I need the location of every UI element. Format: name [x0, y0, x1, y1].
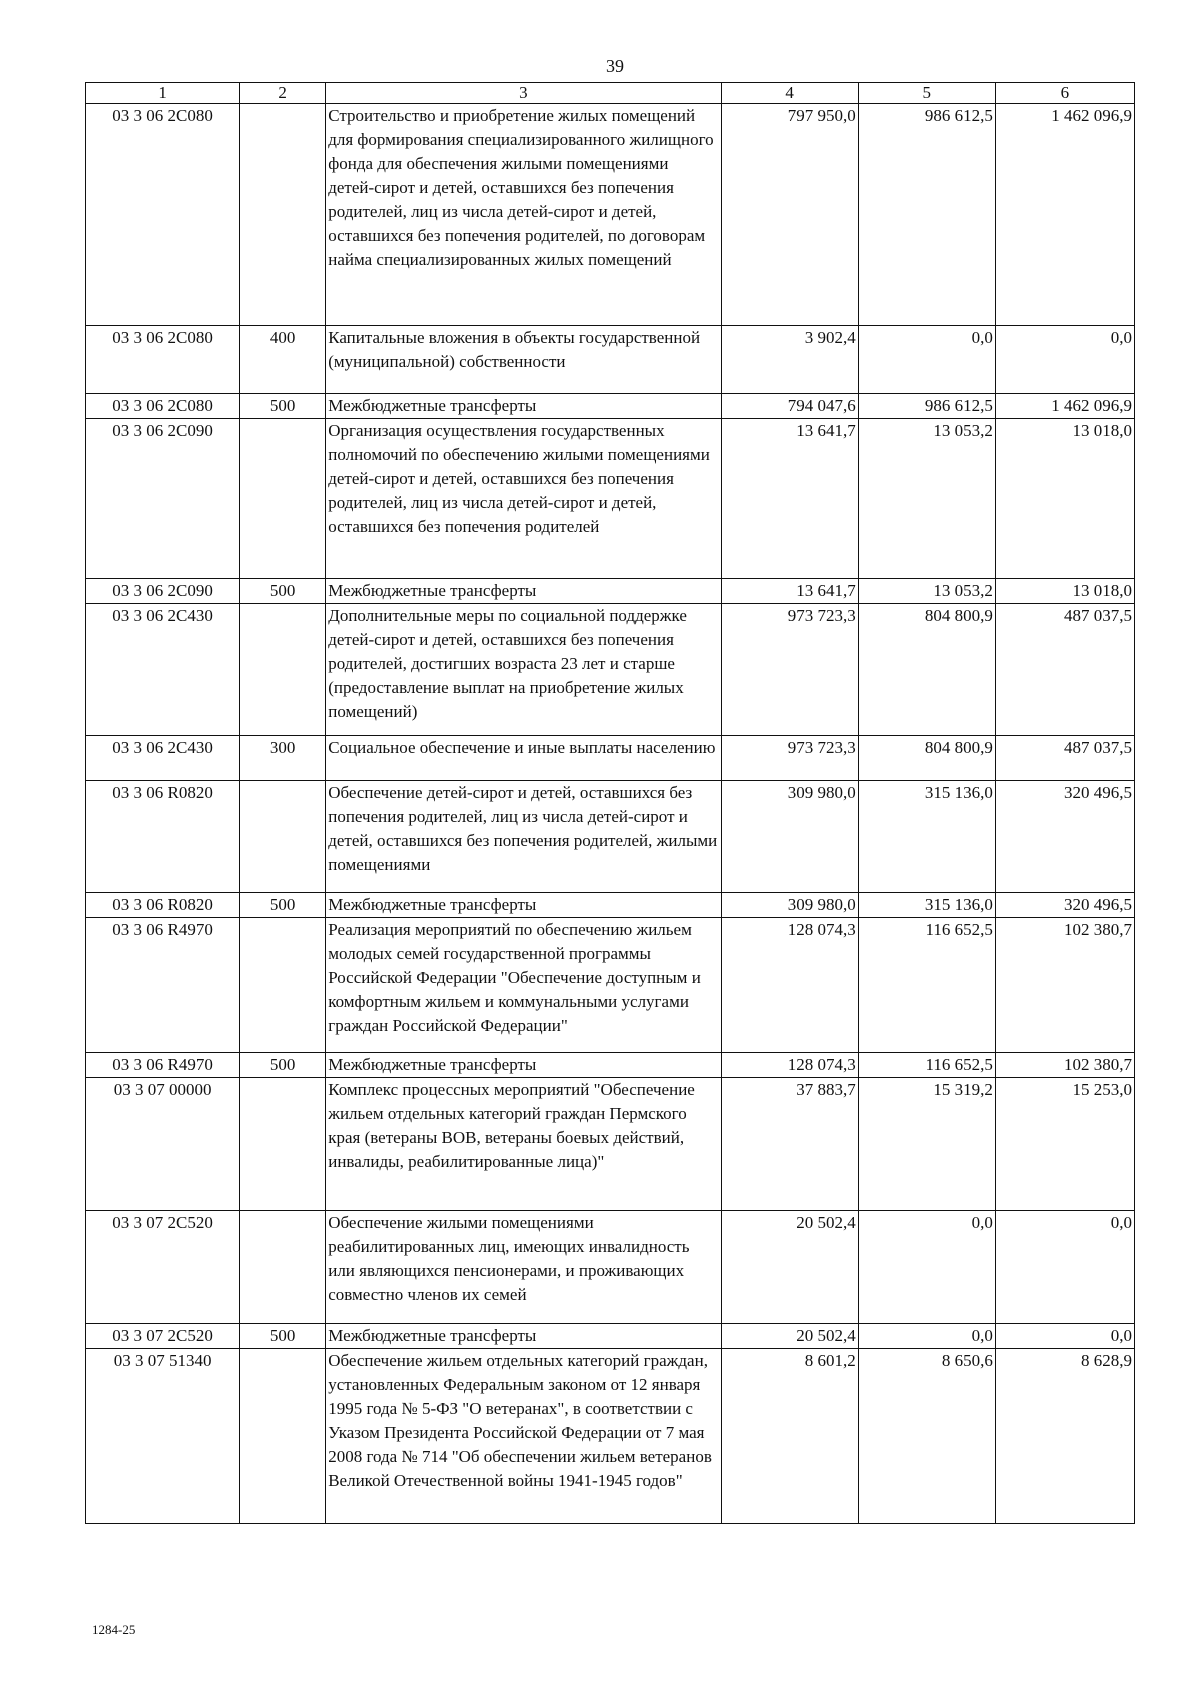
expense-type-cell: 500 [240, 893, 326, 918]
table-row [86, 419, 1135, 579]
expense-type-cell [240, 1349, 326, 1524]
amount-year-1-cell: 128 074,3 [721, 918, 858, 1053]
document-code: 1284-25 [92, 1622, 136, 1637]
header-col-5: 5 [858, 83, 995, 104]
amount-year-1-cell: 3 902,4 [721, 326, 858, 394]
amount-year-1-cell: 13 641,7 [721, 419, 858, 579]
table-row [86, 326, 1135, 394]
header-col-1: 1 [86, 83, 240, 104]
table-row [86, 1053, 1135, 1078]
expense-type-cell [240, 918, 326, 1053]
budget-code-cell: 03 3 06 2С080 [86, 394, 240, 419]
header-row [86, 83, 1135, 104]
budget-code-cell: 03 3 07 2С520 [86, 1324, 240, 1349]
expense-type-cell: 300 [240, 736, 326, 781]
item-name-cell: Межбюджетные трансферты [326, 579, 721, 604]
amount-year-2-cell: 13 053,2 [858, 579, 995, 604]
budget-code-cell: 03 3 06 R0820 [86, 781, 240, 893]
amount-year-2-cell: 986 612,5 [858, 394, 995, 419]
amount-year-1-cell: 973 723,3 [721, 604, 858, 736]
table-row [86, 1078, 1135, 1211]
table-row [86, 781, 1135, 893]
budget-code-cell: 03 3 06 2С430 [86, 604, 240, 736]
header-col-2: 2 [240, 83, 326, 104]
item-name-cell: Строительство и приобретение жилых помещений для формирования специализированного жилищного фонда для обеспечения жилыми помещениями детей-сирот и детей, оставшихся без попечения родителей, лиц из числа детей-сирот и детей, оставшихся без попечения родителей, по договорам найма специализированных жилых помещений [326, 104, 721, 326]
item-name-cell: Обеспечение жилыми помещениями реабилитированных лиц, имеющих инвалидность или являющихся пенсионерами, и проживающих совместно членов их семей [326, 1211, 721, 1324]
header-col-6: 6 [995, 83, 1134, 104]
item-name-cell: Обеспечение детей-сирот и детей, оставшихся без попечения родителей, лиц из числа детей-сирот и детей, оставшихся без попечения родителей, жилыми помещениями [326, 781, 721, 893]
budget-code-cell: 03 3 07 00000 [86, 1078, 240, 1211]
table-row [86, 893, 1135, 918]
item-name-cell: Межбюджетные трансферты [326, 394, 721, 419]
expense-type-cell [240, 104, 326, 326]
amount-year-1-cell: 13 641,7 [721, 579, 858, 604]
item-name-cell: Межбюджетные трансферты [326, 1053, 721, 1078]
amount-year-2-cell: 315 136,0 [858, 781, 995, 893]
table-row [86, 579, 1135, 604]
table-row [86, 394, 1135, 419]
expense-type-cell: 500 [240, 1324, 326, 1349]
amount-year-2-cell: 116 652,5 [858, 1053, 995, 1078]
expense-type-cell [240, 1211, 326, 1324]
budget-code-cell: 03 3 06 R0820 [86, 893, 240, 918]
budget-code-cell: 03 3 06 2С090 [86, 419, 240, 579]
amount-year-3-cell: 102 380,7 [995, 1053, 1134, 1078]
item-name-cell: Межбюджетные трансферты [326, 1324, 721, 1349]
amount-year-1-cell: 20 502,4 [721, 1211, 858, 1324]
amount-year-3-cell: 13 018,0 [995, 419, 1134, 579]
budget-code-cell: 03 3 06 2С430 [86, 736, 240, 781]
page-number: 39 [606, 56, 624, 76]
item-name-cell: Дополнительные меры по социальной поддержке детей-сирот и детей, оставшихся без попечения родителей, достигших возраста 23 лет и старше (предоставление выплат на приобретение жилых помещений) [326, 604, 721, 736]
amount-year-2-cell: 15 319,2 [858, 1078, 995, 1211]
table-row [86, 1324, 1135, 1349]
budget-code-cell: 03 3 07 51340 [86, 1349, 240, 1524]
amount-year-1-cell: 794 047,6 [721, 394, 858, 419]
item-name-cell: Организация осуществления государственных полномочий по обеспечению жилыми помещениями детей-сирот и детей, оставшихся без попечения родителей, лиц из числа детей-сирот и детей, оставшихся без попечения родителей [326, 419, 721, 579]
expense-type-cell: 500 [240, 579, 326, 604]
budget-code-cell: 03 3 06 2С080 [86, 326, 240, 394]
amount-year-3-cell: 487 037,5 [995, 736, 1134, 781]
amount-year-1-cell: 309 980,0 [721, 781, 858, 893]
amount-year-1-cell: 20 502,4 [721, 1324, 858, 1349]
budget-code-cell: 03 3 06 2С090 [86, 579, 240, 604]
header-col-4: 4 [721, 83, 858, 104]
item-name-cell: Обеспечение жильем отдельных категорий граждан, установленных Федеральным законом от 12 января 1995 года № 5-ФЗ "О ветеранах", в соответствии с Указом Президента Российской Федерации от 7 мая 2008 года № 714 "Об обеспечении жильем ветеранов Великой Отечественной войны 1941-1945 годов" [326, 1349, 721, 1524]
amount-year-2-cell: 116 652,5 [858, 918, 995, 1053]
item-name-cell: Капитальные вложения в объекты государственной (муниципальной) собственности [326, 326, 721, 394]
expense-type-cell [240, 1078, 326, 1211]
amount-year-3-cell: 320 496,5 [995, 781, 1134, 893]
item-name-cell: Реализация мероприятий по обеспечению жильем молодых семей государственной программы Российской Федерации "Обеспечение доступным и комфортным жильем и коммунальными услугами граждан Российской Федерации" [326, 918, 721, 1053]
amount-year-3-cell: 102 380,7 [995, 918, 1134, 1053]
table-row [86, 1211, 1135, 1324]
amount-year-3-cell: 13 018,0 [995, 579, 1134, 604]
amount-year-3-cell: 0,0 [995, 1211, 1134, 1324]
amount-year-2-cell: 13 053,2 [858, 419, 995, 579]
amount-year-2-cell: 986 612,5 [858, 104, 995, 326]
table-row [86, 604, 1135, 736]
amount-year-3-cell: 320 496,5 [995, 893, 1134, 918]
budget-code-cell: 03 3 07 2С520 [86, 1211, 240, 1324]
amount-year-3-cell: 8 628,9 [995, 1349, 1134, 1524]
budget-code-cell: 03 3 06 R4970 [86, 1053, 240, 1078]
amount-year-3-cell: 1 462 096,9 [995, 104, 1134, 326]
amount-year-3-cell: 1 462 096,9 [995, 394, 1134, 419]
amount-year-3-cell: 487 037,5 [995, 604, 1134, 736]
item-name-cell: Межбюджетные трансферты [326, 893, 721, 918]
amount-year-2-cell: 0,0 [858, 1324, 995, 1349]
item-name-cell: Комплекс процессных мероприятий "Обеспечение жильем отдельных категорий граждан Пермского края (ветераны ВОВ, ветераны боевых действий, инвалиды, реабилитированные лица)" [326, 1078, 721, 1211]
budget-code-cell: 03 3 06 2С080 [86, 104, 240, 326]
amount-year-1-cell: 797 950,0 [721, 104, 858, 326]
budget-table [85, 82, 1135, 1524]
expense-type-cell [240, 604, 326, 736]
amount-year-3-cell: 0,0 [995, 1324, 1134, 1349]
expense-type-cell: 500 [240, 1053, 326, 1078]
expense-type-cell: 400 [240, 326, 326, 394]
expense-type-cell [240, 419, 326, 579]
table-row [86, 104, 1135, 326]
expense-type-cell: 500 [240, 394, 326, 419]
amount-year-1-cell: 128 074,3 [721, 1053, 858, 1078]
expense-type-cell [240, 781, 326, 893]
item-name-cell: Социальное обеспечение и иные выплаты населению [326, 736, 721, 781]
table-row [86, 918, 1135, 1053]
amount-year-2-cell: 0,0 [858, 326, 995, 394]
amount-year-1-cell: 37 883,7 [721, 1078, 858, 1211]
amount-year-2-cell: 315 136,0 [858, 893, 995, 918]
table-row [86, 736, 1135, 781]
budget-code-cell: 03 3 06 R4970 [86, 918, 240, 1053]
table-row [86, 1349, 1135, 1524]
amount-year-2-cell: 0,0 [858, 1211, 995, 1324]
amount-year-2-cell: 804 800,9 [858, 736, 995, 781]
amount-year-2-cell: 804 800,9 [858, 604, 995, 736]
amount-year-1-cell: 309 980,0 [721, 893, 858, 918]
amount-year-2-cell: 8 650,6 [858, 1349, 995, 1524]
header-col-3: 3 [326, 83, 721, 104]
amount-year-1-cell: 973 723,3 [721, 736, 858, 781]
amount-year-1-cell: 8 601,2 [721, 1349, 858, 1524]
amount-year-3-cell: 0,0 [995, 326, 1134, 394]
amount-year-3-cell: 15 253,0 [995, 1078, 1134, 1211]
